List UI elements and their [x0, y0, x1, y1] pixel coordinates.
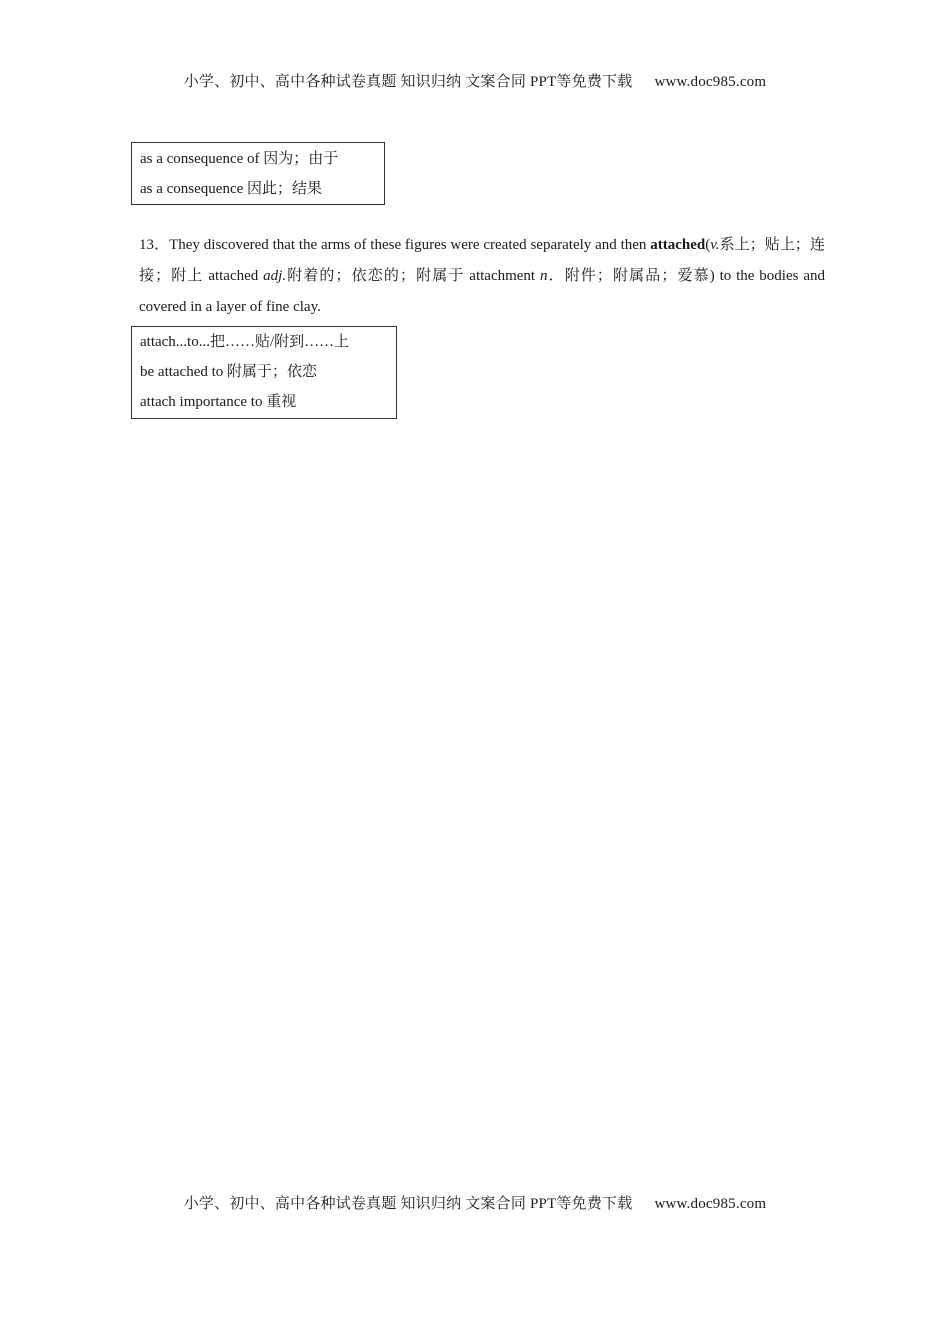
header-url[interactable]: www.doc985.com [654, 74, 767, 90]
footer-text: 小学、初中、高中各种试卷真题 知识归纳 文案合同 PPT等免费下载 [183, 1196, 633, 1212]
phrase-box-attach [131, 326, 397, 419]
sentence-13 [139, 230, 825, 323]
phrase-line: as a consequence of 因为；由于 [140, 151, 339, 167]
sentence-text-after: to the bodies and covered in a layer of fine clay. [139, 268, 825, 315]
header-text: 小学、初中、高中各种试卷真题 知识归纳 文案合同 PPT等免费下载 [183, 74, 633, 90]
phrase-line: attach...to...把……贴/附到……上 [140, 334, 350, 350]
key-word: attached [650, 237, 706, 253]
phrase-line: attach importance to 重视 [140, 394, 297, 410]
meaning-verb: 系上；贴上；连接；附上 attached [139, 237, 825, 284]
sentence-text-before: They discovered that the arms of these figures were created separately and then [169, 237, 651, 253]
pos-noun: n [539, 268, 548, 284]
phrase-box-consequence [131, 142, 385, 205]
paren-open: ( [705, 237, 711, 253]
meaning-noun: ．附件；附属品；爱慕) [547, 268, 715, 284]
page-footer [0, 1192, 950, 1213]
phrase-line: be attached to 附属于；依恋 [140, 364, 318, 380]
phrase-line: as a consequence 因此；结果 [140, 181, 323, 197]
pos-verb: v. [710, 237, 720, 253]
item-number: 13． [139, 237, 170, 253]
pos-adj: adj. [263, 268, 287, 284]
footer-url[interactable]: www.doc985.com [654, 1196, 767, 1212]
page-header [0, 70, 950, 91]
meaning-adj: 附着的；依恋的；附属于 attachment [286, 268, 540, 284]
